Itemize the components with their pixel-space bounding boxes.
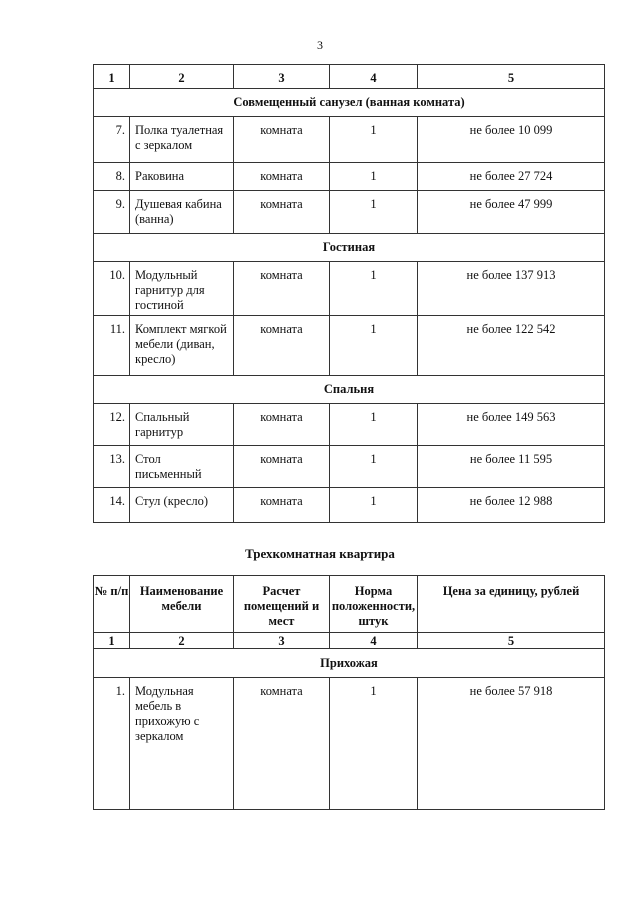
norm-count: 1 xyxy=(330,488,418,523)
column-number: 4 xyxy=(330,633,418,649)
norm-count: 1 xyxy=(330,404,418,446)
norm-count: 1 xyxy=(330,262,418,316)
apartment-type-heading: Трехкомнатная квартира xyxy=(245,546,395,561)
furniture-name: Стол письменный xyxy=(130,446,234,488)
column-number: 3 xyxy=(234,633,330,649)
section-row xyxy=(94,234,605,262)
unit-price: не более 47 999 xyxy=(418,191,605,234)
unit-price: не более 149 563 xyxy=(418,404,605,446)
table-header-row xyxy=(94,576,605,633)
column-number: 1 xyxy=(94,65,130,89)
calc-basis: комната xyxy=(234,446,330,488)
row-number: 10. xyxy=(94,262,130,316)
header-name: Наименование мебели xyxy=(130,576,234,633)
norm-count: 1 xyxy=(330,117,418,163)
header-norm: Норма положенности, штук xyxy=(330,576,418,633)
norm-count: 1 xyxy=(330,316,418,376)
row-number: 1. xyxy=(94,678,130,810)
furniture-table-1 xyxy=(93,64,605,523)
calc-basis: комната xyxy=(234,163,330,191)
unit-price: не более 27 724 xyxy=(418,163,605,191)
norm-count: 1 xyxy=(330,678,418,810)
furniture-name: Модульная мебель в прихожую с зеркалом xyxy=(130,678,234,810)
row-number: 11. xyxy=(94,316,130,376)
furniture-name: Комплект мягкой мебели (диван, кресло) xyxy=(130,316,234,376)
norm-count: 1 xyxy=(330,446,418,488)
page-number: 3 xyxy=(317,38,323,52)
column-number: 4 xyxy=(330,65,418,89)
column-number-row xyxy=(94,633,605,649)
table-row xyxy=(94,446,605,488)
column-number: 1 xyxy=(94,633,130,649)
row-number: 13. xyxy=(94,446,130,488)
table-row xyxy=(94,117,605,163)
norm-count: 1 xyxy=(330,191,418,234)
section-row xyxy=(94,376,605,404)
calc-basis: комната xyxy=(234,404,330,446)
calc-basis: комната xyxy=(234,262,330,316)
row-number: 8. xyxy=(94,163,130,191)
column-number: 2 xyxy=(130,633,234,649)
column-number: 5 xyxy=(418,65,605,89)
unit-price: не более 10 099 xyxy=(418,117,605,163)
column-number-row xyxy=(94,65,605,89)
header-number: № п/п xyxy=(94,576,130,633)
section-title: Гостиная xyxy=(94,234,605,262)
section-row xyxy=(94,89,605,117)
table-row xyxy=(94,163,605,191)
furniture-name: Спальный гарнитур xyxy=(130,404,234,446)
table-row xyxy=(94,404,605,446)
row-number: 14. xyxy=(94,488,130,523)
column-number: 2 xyxy=(130,65,234,89)
calc-basis: комната xyxy=(234,488,330,523)
unit-price: не более 137 913 xyxy=(418,262,605,316)
row-number: 12. xyxy=(94,404,130,446)
unit-price: не более 11 595 xyxy=(418,446,605,488)
section-row xyxy=(94,649,605,678)
column-number: 5 xyxy=(418,633,605,649)
column-number: 3 xyxy=(234,65,330,89)
calc-basis: комната xyxy=(234,117,330,163)
section-title: Спальня xyxy=(94,376,605,404)
norm-count: 1 xyxy=(330,163,418,191)
furniture-name: Полка туалетная с зеркалом xyxy=(130,117,234,163)
row-number: 7. xyxy=(94,117,130,163)
calc-basis: комната xyxy=(234,678,330,810)
unit-price: не более 122 542 xyxy=(418,316,605,376)
furniture-table-2 xyxy=(93,575,605,810)
header-calc: Расчет помещений и мест xyxy=(234,576,330,633)
furniture-name: Раковина xyxy=(130,163,234,191)
table-row xyxy=(94,191,605,234)
furniture-name: Душевая кабина (ванна) xyxy=(130,191,234,234)
table-row xyxy=(94,488,605,523)
section-title: Прихожая xyxy=(94,649,605,678)
calc-basis: комната xyxy=(234,191,330,234)
unit-price: не более 12 988 xyxy=(418,488,605,523)
calc-basis: комната xyxy=(234,316,330,376)
section-title: Совмещенный санузел (ванная комната) xyxy=(94,89,605,117)
header-price: Цена за единицу, рублей xyxy=(418,576,605,633)
table-row xyxy=(94,678,605,810)
furniture-name: Модульный гарнитур для гостиной xyxy=(130,262,234,316)
table-row xyxy=(94,316,605,376)
table-row xyxy=(94,262,605,316)
row-number: 9. xyxy=(94,191,130,234)
furniture-name: Стул (кресло) xyxy=(130,488,234,523)
unit-price: не более 57 918 xyxy=(418,678,605,810)
